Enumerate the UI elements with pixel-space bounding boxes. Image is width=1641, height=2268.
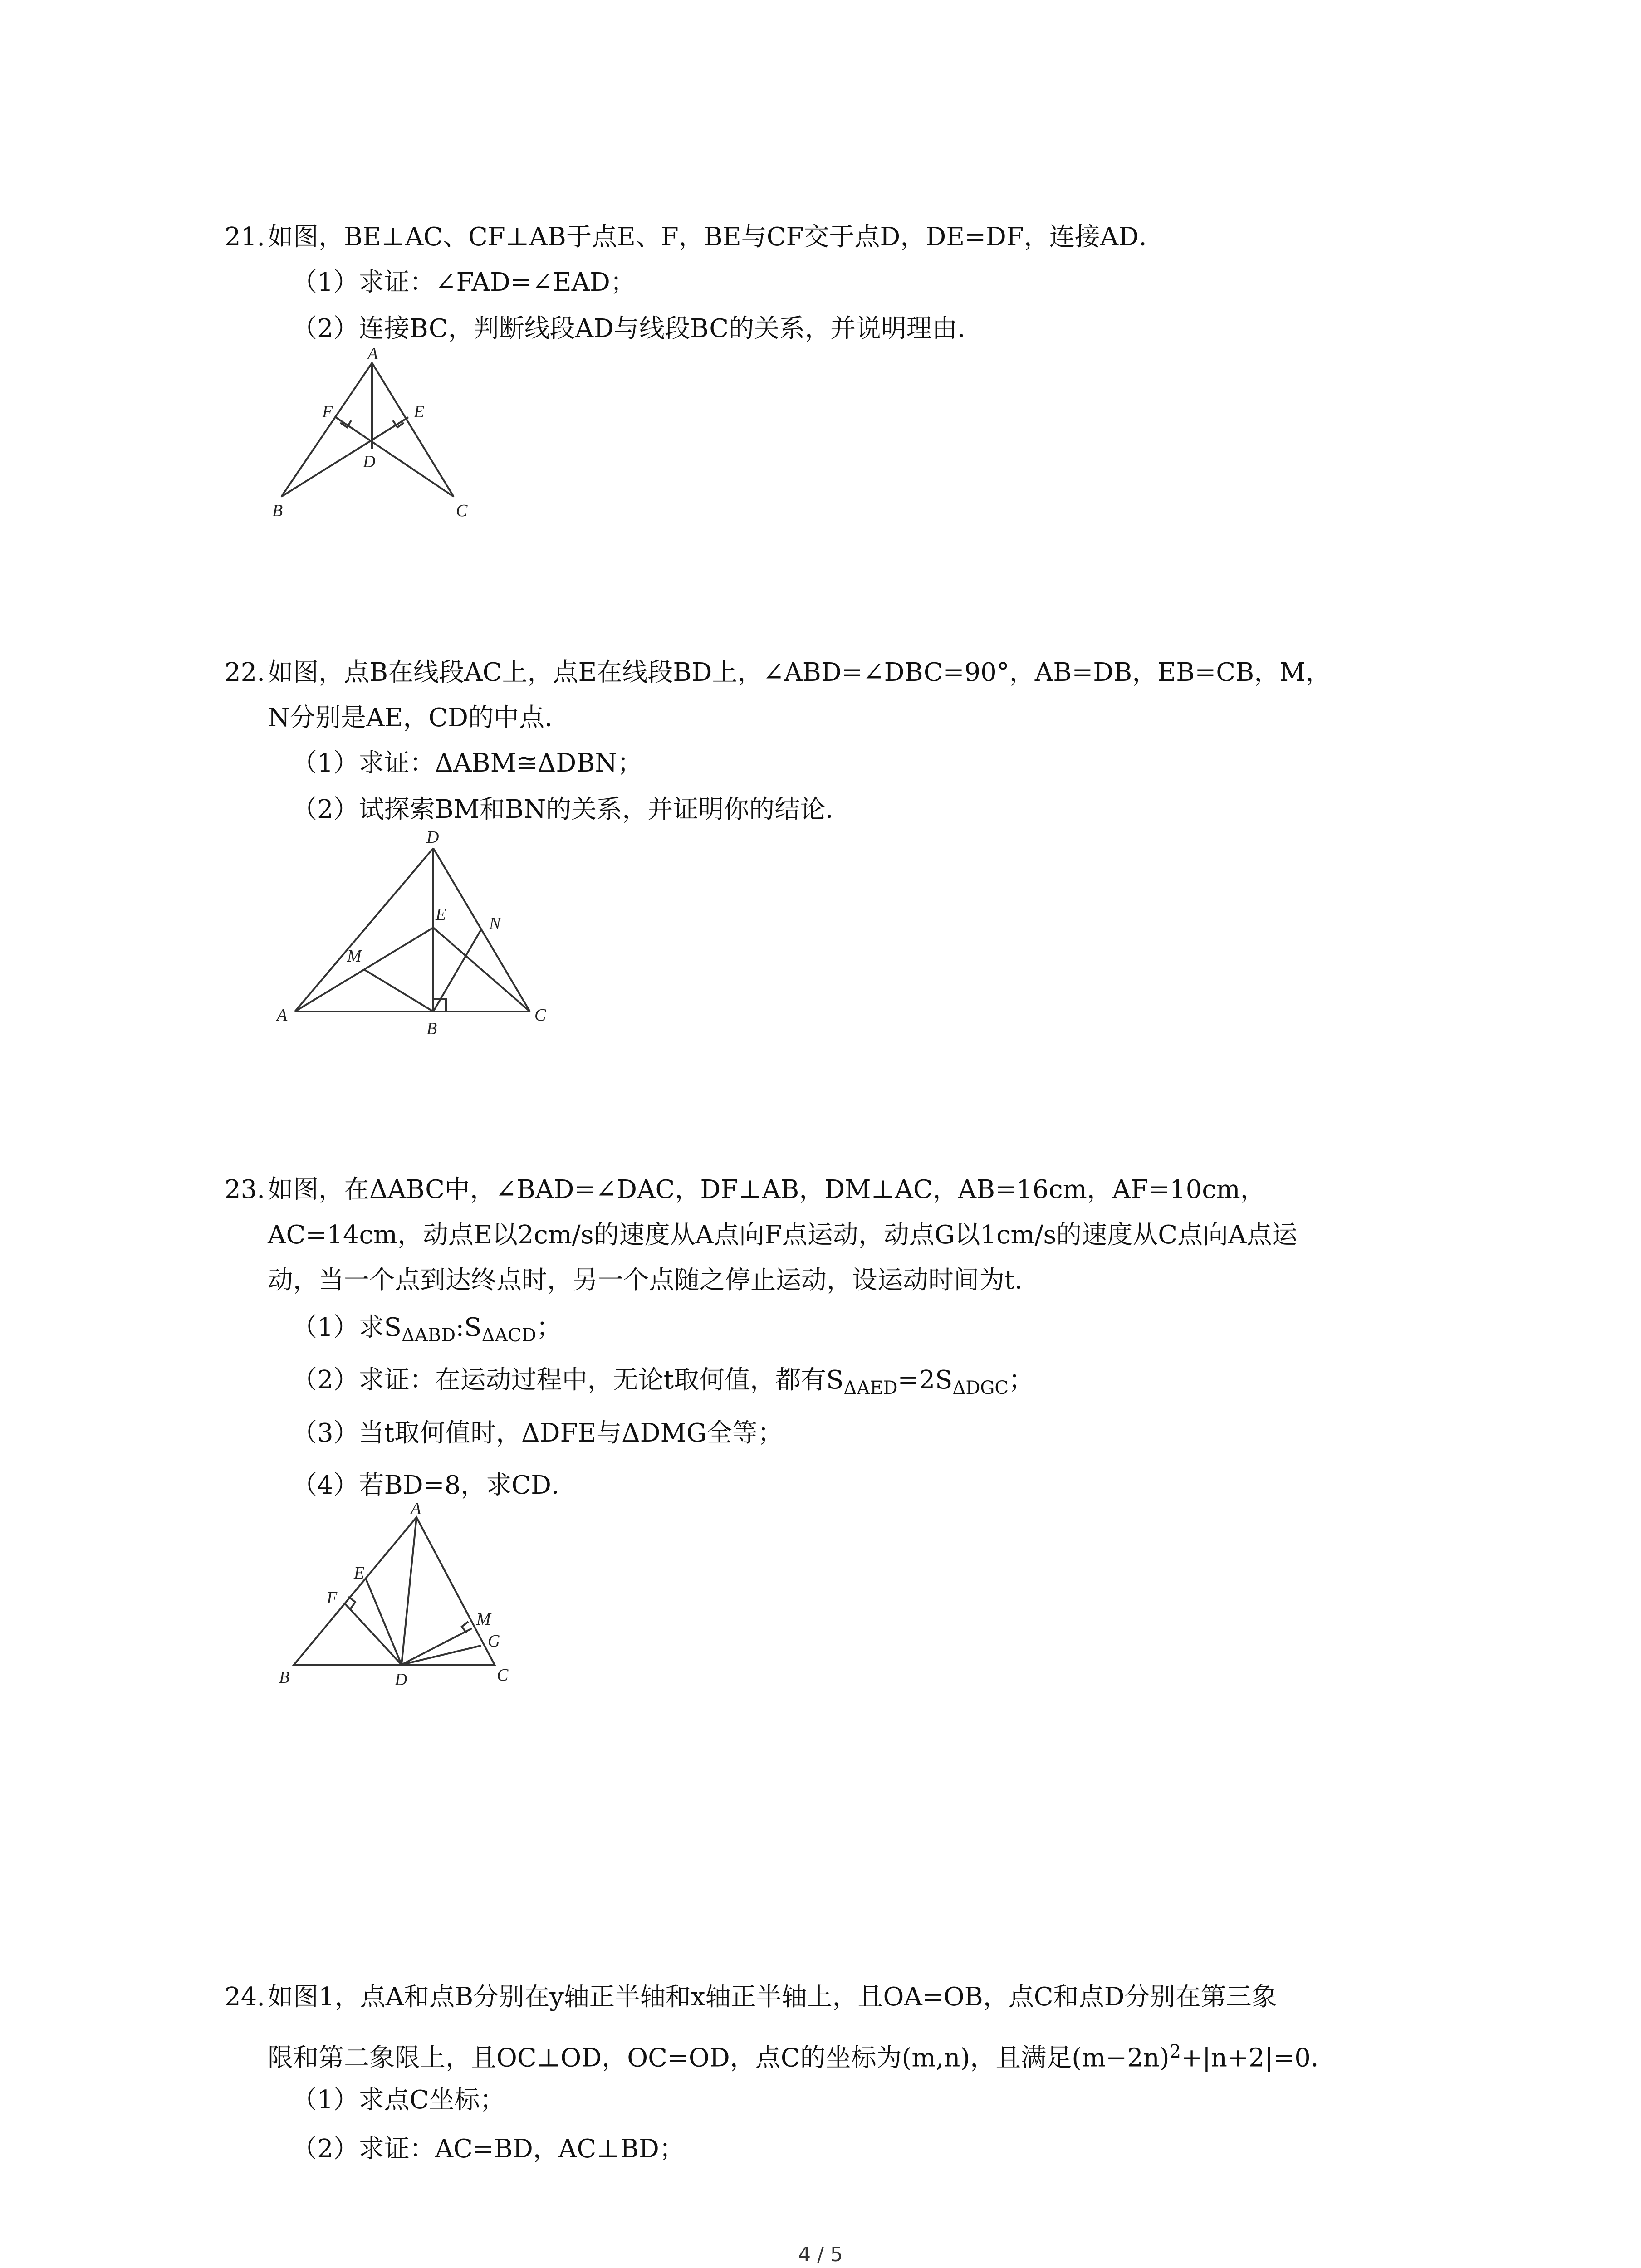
label-g: G — [488, 1632, 500, 1651]
segment-de — [366, 1579, 402, 1665]
segment-dm — [402, 1628, 472, 1665]
problem-24-line-2: 限和第二象限上，且OC⊥OD，OC=OD，点C的坐标为(m,n)，且满足$(m-2n)^2+|n+2|=0$． — [268, 2041, 1336, 2073]
problem-23-part-2: （2）求证：在运动过程中，无论t取何值，都有$S_{\Delta AED}=2S_{\Delta DGC}$； — [292, 1365, 1034, 1399]
label-a: A — [411, 1499, 421, 1518]
label-c: C — [534, 1006, 546, 1025]
segment-df — [345, 1603, 402, 1665]
problem-24-part-1: （1）求点C坐标； — [292, 2085, 505, 2115]
segment-dg — [402, 1646, 481, 1665]
problem-22-line-2: N分别是AE，CD的中点． — [268, 703, 570, 733]
label-c: C — [456, 501, 468, 520]
problem-22-part-1: （1）求证：ΔABM≅ΔDBN； — [292, 748, 643, 778]
label-b: B — [279, 1668, 290, 1687]
segment-ab — [281, 363, 372, 497]
triangle-abc — [294, 1517, 495, 1665]
label-m: M — [476, 1610, 491, 1629]
problem-24-line-1: 24. 如图1，点A和点B分别在y轴正半轴和x轴正半轴上，且OA=OB，点C和点D分别在第三象 — [225, 1982, 1277, 2012]
segment-ec — [433, 928, 530, 1012]
label-e: E — [414, 402, 425, 421]
problem-23-line-3: 动，当一个点到达终点时，另一个点随之停止运动，设运动时间为t． — [268, 1266, 1040, 1295]
label-d: D — [426, 828, 439, 847]
segment-ac — [372, 363, 454, 497]
problem-23-part-1: （1）求$S_{\Delta ABD}:S_{\Delta ACD}$； — [292, 1313, 562, 1346]
label-a: A — [277, 1006, 288, 1025]
problem-21-line-1: 21. 如图，BE⊥AC、CF⊥AB于点E、F，BE与CF交于点D，DE=DF，连接AD． — [225, 222, 1165, 252]
figure-21 — [272, 344, 476, 522]
right-angle-f — [348, 1597, 355, 1608]
page-number: 4 / 5 — [798, 2243, 843, 2266]
segment-ad — [402, 1517, 416, 1665]
problem-22-line-1: 22. 如图，点B在线段AC上，点E在线段BD上，∠ABD=∠DBC=90°，AB=DB，EB=CB，M， — [225, 658, 1331, 687]
label-e: E — [354, 1564, 365, 1583]
label-b: B — [426, 1019, 437, 1038]
label-n: N — [489, 914, 501, 933]
label-d: D — [363, 452, 376, 471]
figure-23 — [272, 1501, 544, 1692]
problem-23-line-2: AC=14cm，动点E以2cm/s的速度从A点向F点运动，动点G以1cm/s的速度从C点向A点运 — [268, 1220, 1298, 1250]
problem-23-part-3: （3）当t取何值时，ΔDFE与ΔDMG全等； — [292, 1418, 783, 1448]
label-c: C — [497, 1666, 509, 1685]
label-m: M — [347, 947, 362, 966]
segment-be — [281, 417, 408, 497]
segment-mb — [364, 969, 433, 1012]
figure-22 — [272, 830, 563, 1043]
label-f: F — [322, 402, 333, 421]
label-b: B — [272, 501, 283, 520]
problem-24-part-2: （2）求证：AC=BD，AC⊥BD； — [292, 2134, 685, 2164]
problem-21-part-2: （2）连接BC，判断线段AD与线段BC的关系，并说明理由． — [292, 314, 983, 343]
problem-22-part-2: （2）试探索BM和BN的关系，并证明你的结论． — [292, 795, 851, 824]
problem-23-part-4: （4）若BD=8，求CD． — [292, 1471, 577, 1500]
label-a: A — [367, 344, 378, 363]
label-d: D — [395, 1670, 407, 1689]
problem-21-part-1: （1）求证：∠FAD=∠EAD； — [292, 268, 636, 297]
problem-23-line-1: 23. 如图，在ΔABC中，∠BAD=∠DAC，DF⊥AB，DM⊥AC，AB=16cm，AF=10cm， — [225, 1175, 1266, 1204]
label-e: E — [436, 905, 446, 924]
segment-cf — [336, 417, 454, 497]
label-f: F — [327, 1589, 338, 1608]
segment-ad — [295, 848, 433, 1012]
